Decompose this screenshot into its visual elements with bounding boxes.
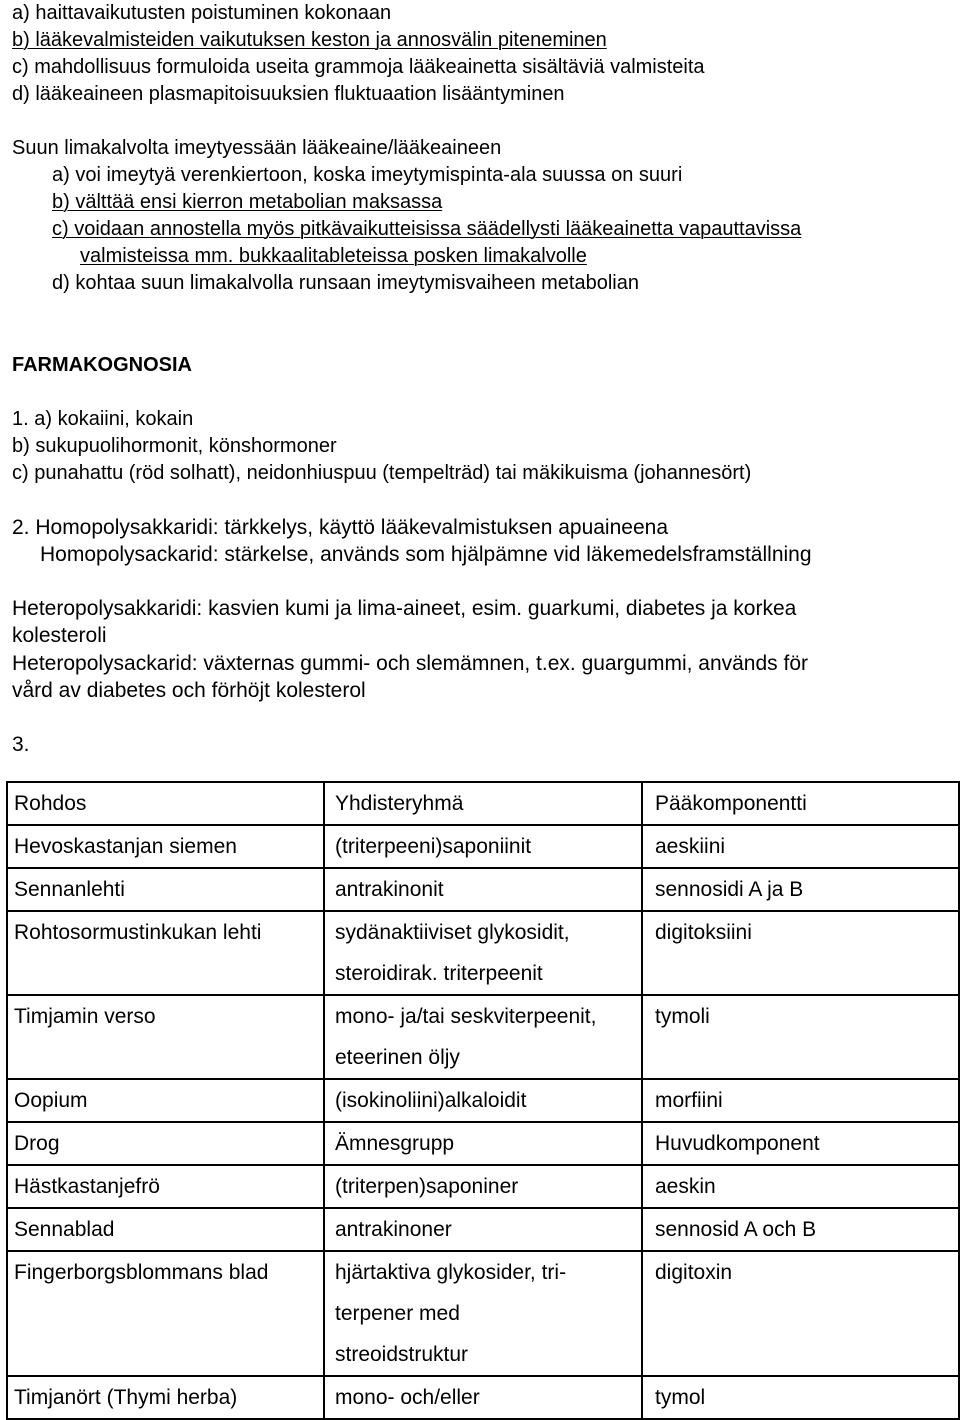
cell-drug: Sennablad bbox=[7, 1208, 324, 1251]
q2-option-c: c) voidaan annostella myös pitkävaikutteisissa säädellysti lääkeainetta vapauttavissa bbox=[52, 218, 802, 240]
cell-compound-group: antrakinonit bbox=[324, 868, 642, 911]
cell-drug: Hevoskastanjan siemen bbox=[7, 825, 324, 868]
cell-main-component: morfiini bbox=[642, 1079, 959, 1122]
q1-option-b: b) lääkevalmisteiden vaikutuksen keston ja annosvälin piteneminen bbox=[12, 29, 607, 51]
cell-compound-group: (isokinoliini)alkaloidit bbox=[324, 1079, 642, 1122]
table-row bbox=[7, 1376, 959, 1419]
table-row bbox=[7, 995, 959, 1079]
section-title: FARMAKOGNOSIA bbox=[12, 354, 192, 376]
cell-compound-group: mono- ja/tai seskviterpeenit, eteerinen öljy bbox=[324, 995, 642, 1079]
q2-option-b: b) välttää ensi kierron metabolian maksassa bbox=[52, 191, 443, 213]
table-row bbox=[7, 1208, 959, 1251]
cell-main-component: aeskiini bbox=[642, 825, 959, 868]
cell-drug: Oopium bbox=[7, 1079, 324, 1122]
table-row bbox=[7, 782, 959, 825]
cell-main-component: aeskin bbox=[642, 1165, 959, 1208]
table-row bbox=[7, 1122, 959, 1165]
table-row bbox=[7, 1079, 959, 1122]
table-row bbox=[7, 825, 959, 868]
cell-main-component: sennosidi A ja B bbox=[642, 868, 959, 911]
s2-homopolysaccharide-sv: Homopolysackarid: stärkelse, används som hjälpämne vid läkemedelsframställning bbox=[40, 543, 812, 566]
s2-heteropolysaccharide-fi: Heteropolysakkaridi: kasvien kumi ja lima-aineet, esim. guarkumi, diabetes ja korkea bbox=[12, 597, 797, 620]
pharmacognosy-table bbox=[6, 781, 960, 1420]
s1-answer-b: b) sukupuolihormonit, könshormoner bbox=[12, 435, 337, 457]
cell-main-component: tymoli bbox=[642, 995, 959, 1079]
cell-drug: Rohdos bbox=[7, 782, 324, 825]
s2-heteropolysaccharide-sv-continued: vård av diabetes och förhöjt kolesterol bbox=[12, 679, 366, 702]
q1-option-c: c) mahdollisuus formuloida useita grammoja lääkeainetta sisältäviä valmisteita bbox=[12, 56, 705, 78]
cell-main-component: digitoksiini bbox=[642, 911, 959, 995]
cell-compound-group: (triterpeeni)saponiinit bbox=[324, 825, 642, 868]
q2-option-d: d) kohtaa suun limakalvolla runsaan imeytymisvaiheen metabolian bbox=[52, 272, 639, 294]
cell-main-component: sennosid A och B bbox=[642, 1208, 959, 1251]
table-row bbox=[7, 1251, 959, 1376]
cell-drug: Hästkastanjefrö bbox=[7, 1165, 324, 1208]
cell-drug: Sennanlehti bbox=[7, 868, 324, 911]
s2-heteropolysaccharide-fi-continued: kolesteroli bbox=[12, 624, 107, 647]
table-row bbox=[7, 911, 959, 995]
cell-compound-group: mono- och/eller bbox=[324, 1376, 642, 1419]
s1-answer-c: c) punahattu (röd solhatt), neidonhiuspuu (tempelträd) tai mäkikuisma (johannesört) bbox=[12, 462, 752, 484]
cell-drug: Drog bbox=[7, 1122, 324, 1165]
s2-homopolysaccharide-fi: 2. Homopolysakkaridi: tärkkelys, käyttö lääkevalmistuksen apuaineena bbox=[12, 516, 668, 539]
q2-option-a: a) voi imeytyä verenkiertoon, koska imeytymispinta-ala suussa on suuri bbox=[52, 164, 683, 186]
q1-option-a: a) haittavaikutusten poistuminen kokonaan bbox=[12, 2, 392, 24]
cell-compound-group: Yhdisteryhmä bbox=[324, 782, 642, 825]
cell-drug: Timjanört (Thymi herba) bbox=[7, 1376, 324, 1419]
cell-compound-group: sydänaktiiviset glykosidit, steroidirak. triterpeenit bbox=[324, 911, 642, 995]
cell-main-component: Pääkomponentti bbox=[642, 782, 959, 825]
cell-compound-group: antrakinoner bbox=[324, 1208, 642, 1251]
cell-main-component: Huvudkomponent bbox=[642, 1122, 959, 1165]
table-row bbox=[7, 868, 959, 911]
cell-main-component: digitoxin bbox=[642, 1251, 959, 1376]
cell-drug: Fingerborgsblommans blad bbox=[7, 1251, 324, 1376]
s2-heteropolysaccharide-sv: Heteropolysackarid: växternas gummi- och slemämnen, t.ex. guargummi, används för bbox=[12, 652, 809, 675]
s3-label: 3. bbox=[12, 733, 30, 756]
cell-compound-group: (triterpen)saponiner bbox=[324, 1165, 642, 1208]
q2-option-c-continued: valmisteissa mm. bukkaalitableteissa posken limakalvolle bbox=[80, 245, 587, 267]
q1-option-d: d) lääkeaineen plasmapitoisuuksien fluktuaation lisääntyminen bbox=[12, 83, 565, 105]
cell-compound-group: Ämnesgrupp bbox=[324, 1122, 642, 1165]
cell-main-component: tymol bbox=[642, 1376, 959, 1419]
cell-drug: Rohtosormustinkukan lehti bbox=[7, 911, 324, 995]
cell-compound-group: hjärtaktiva glykosider, tri- terpener med streoidstruktur bbox=[324, 1251, 642, 1376]
cell-drug: Timjamin verso bbox=[7, 995, 324, 1079]
table-row bbox=[7, 1165, 959, 1208]
s1-answer-a: 1. a) kokaiini, kokain bbox=[12, 408, 194, 430]
q2-question: Suun limakalvolta imeytyessään lääkeaine/lääkeaineen bbox=[12, 137, 502, 159]
